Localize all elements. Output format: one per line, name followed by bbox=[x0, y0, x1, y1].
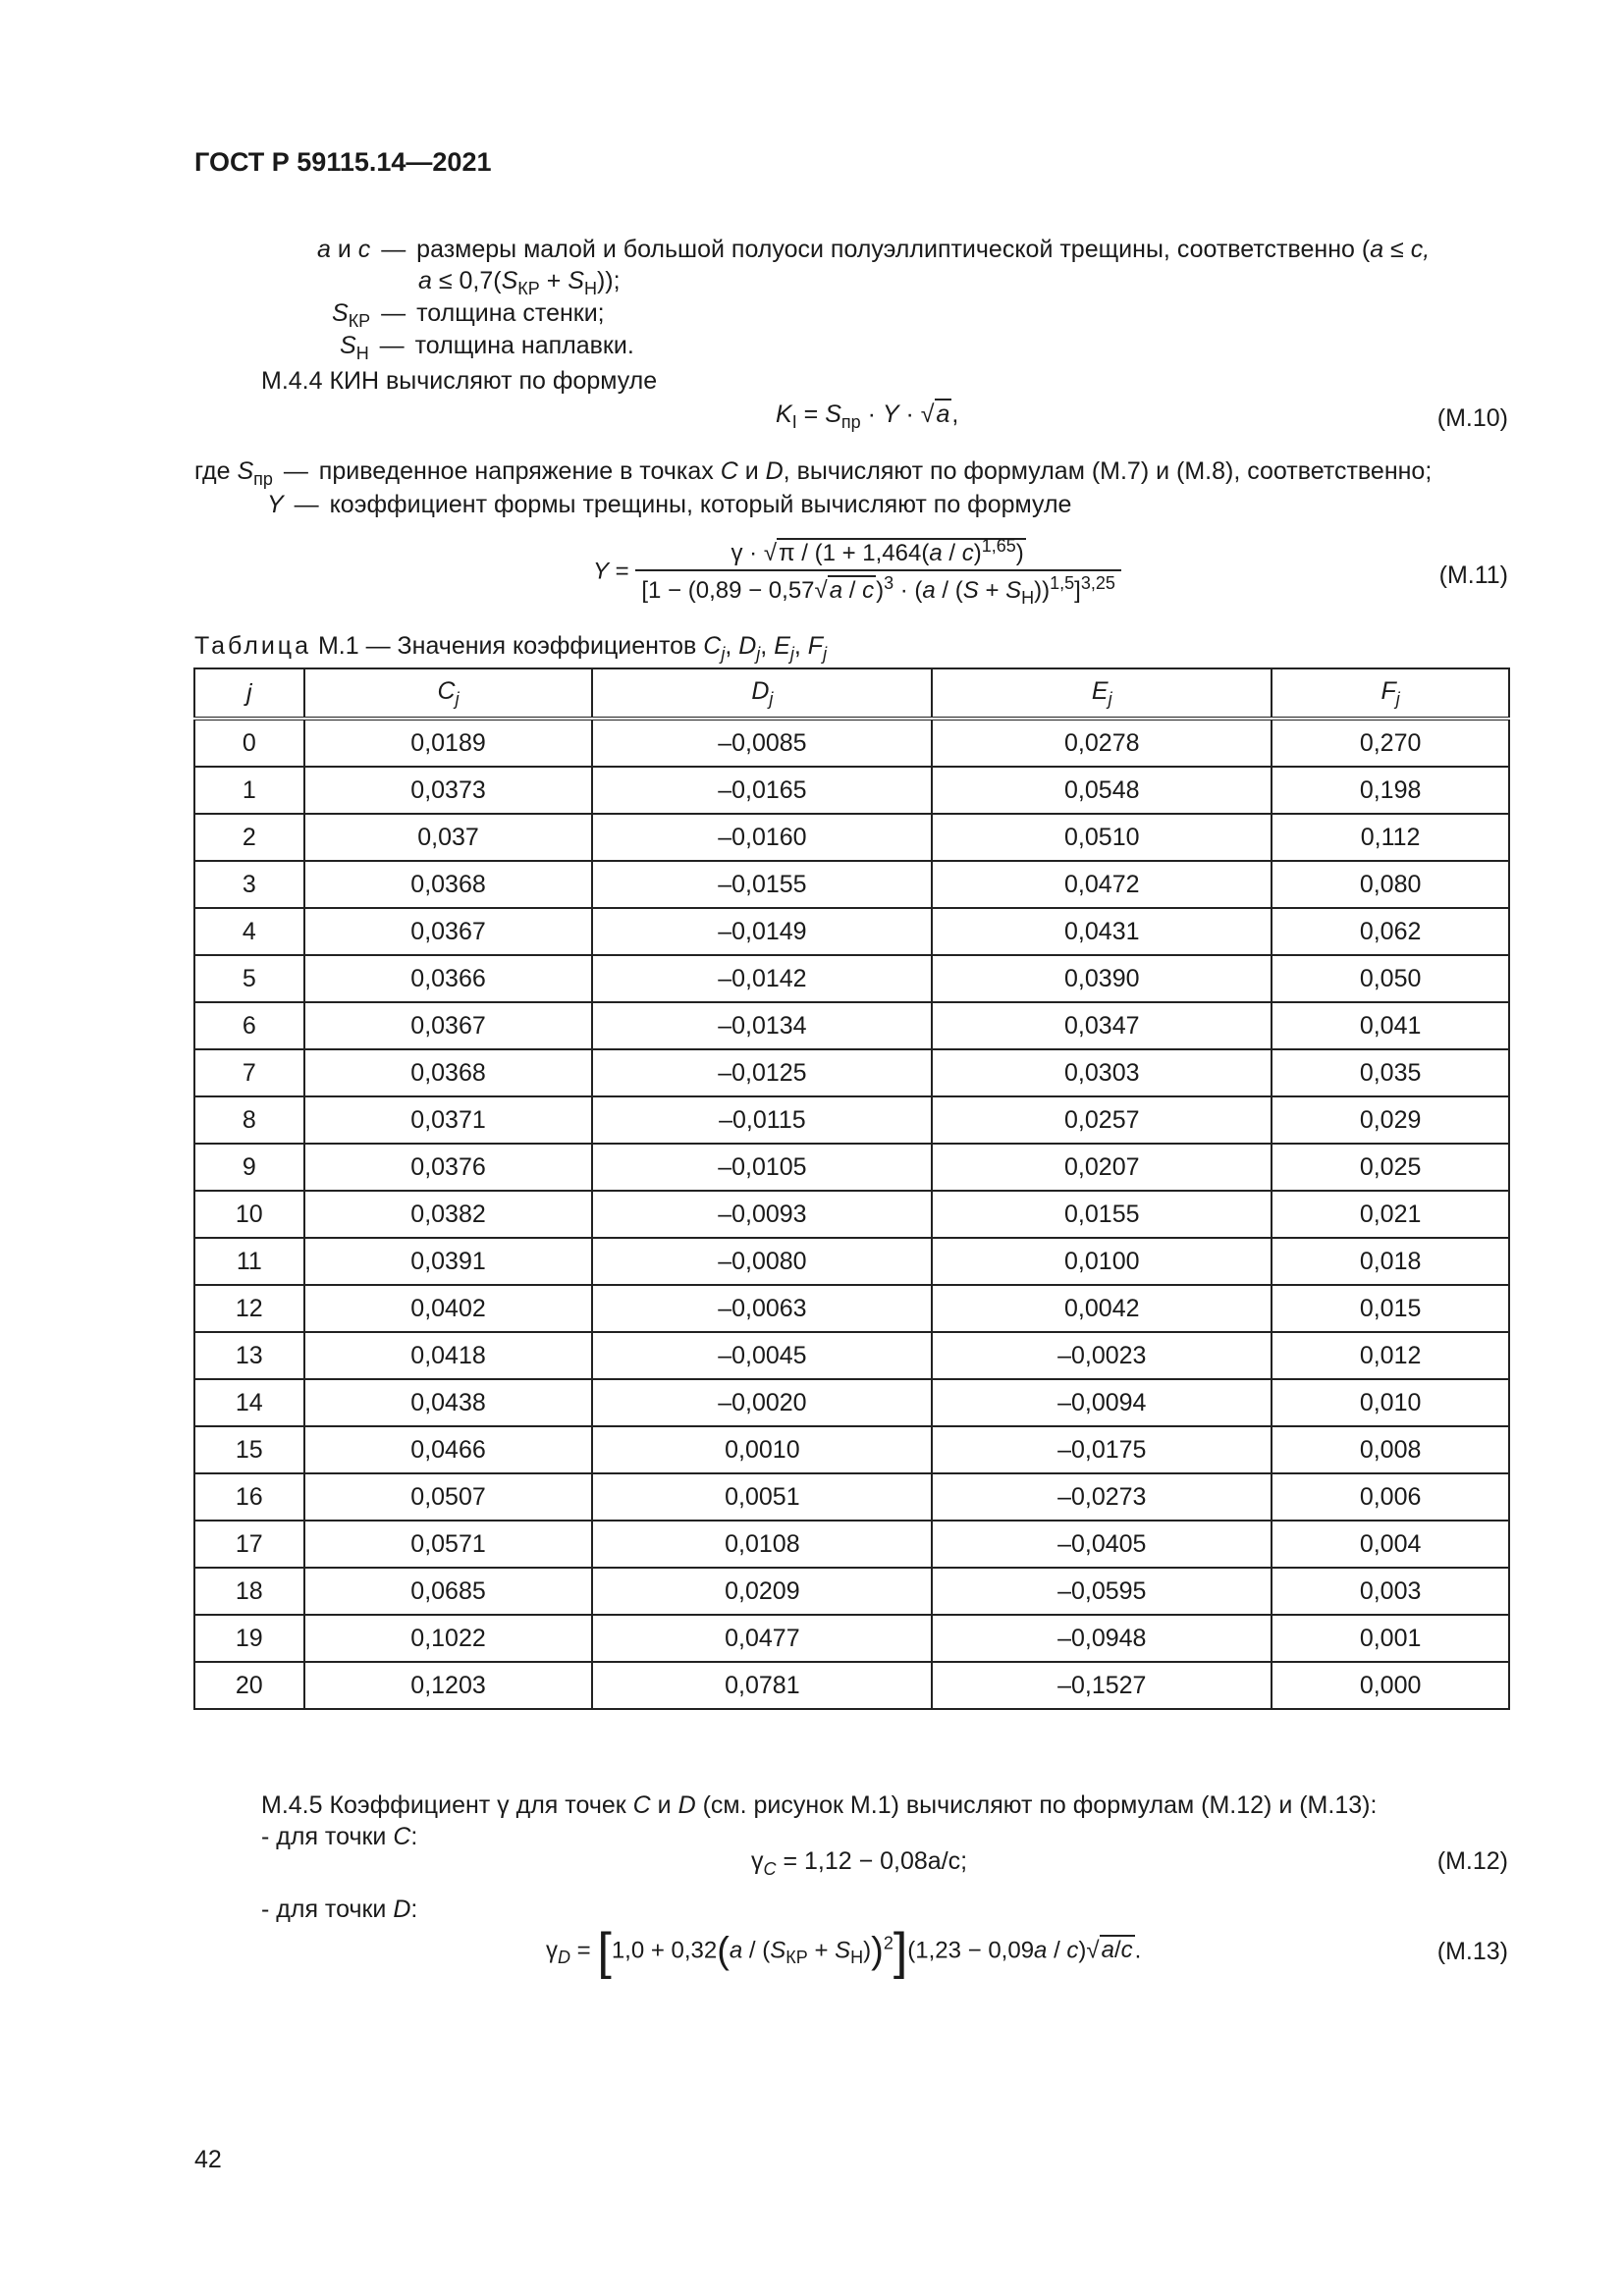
skp-sub: КР bbox=[348, 311, 371, 331]
table-cell: –0,0273 bbox=[932, 1473, 1272, 1521]
def-y: Y — коэффициент формы трещины, который вычисляют по формуле bbox=[267, 491, 1072, 518]
table-cell: 0,0042 bbox=[932, 1285, 1272, 1332]
table-cell: 0,0548 bbox=[932, 767, 1272, 814]
table-row bbox=[194, 1096, 1509, 1144]
table-row bbox=[194, 908, 1509, 955]
table-row bbox=[194, 1568, 1509, 1615]
header-d bbox=[592, 668, 932, 719]
table-cell: –0,0020 bbox=[592, 1379, 932, 1426]
table-cell: 0,0010 bbox=[592, 1426, 932, 1473]
table-cell: –0,0023 bbox=[932, 1332, 1272, 1379]
skp-text: толщина стенки; bbox=[416, 299, 605, 327]
table-cell: 0,0367 bbox=[304, 1002, 593, 1049]
table-cell: 0,0477 bbox=[592, 1615, 932, 1662]
term-a: a bbox=[317, 236, 331, 263]
m45-text-a: М.4.5 Коэффициент γ для точек bbox=[261, 1791, 633, 1819]
table-cell: 20 bbox=[194, 1662, 304, 1709]
cond2-rest: ≤ 0,7( bbox=[431, 267, 502, 294]
table-cell: 0 bbox=[194, 719, 304, 767]
table-cell: 0,0431 bbox=[932, 908, 1272, 955]
def-skp: $S_{КР}$ — толщина стенки; bbox=[332, 299, 605, 331]
m44-text: М.4.4 КИН вычисляют по формуле bbox=[261, 367, 658, 395]
table-cell: 0,0278 bbox=[932, 719, 1272, 767]
table-row bbox=[194, 767, 1509, 814]
table-cell: 0,0376 bbox=[304, 1144, 593, 1191]
cond2-plus: + bbox=[539, 267, 568, 294]
table-cell: 9 bbox=[194, 1144, 304, 1191]
header-f-label: F bbox=[1380, 676, 1396, 705]
table-cell: 0,1022 bbox=[304, 1615, 593, 1662]
table-cell: 18 bbox=[194, 1568, 304, 1615]
header-e-label: E bbox=[1091, 676, 1109, 705]
table-cell: 0,008 bbox=[1272, 1426, 1509, 1473]
table-cell: 0,0391 bbox=[304, 1238, 593, 1285]
table-cell: 0,0371 bbox=[304, 1096, 593, 1144]
table-cell: –0,0149 bbox=[592, 908, 932, 955]
table-cell: 5 bbox=[194, 955, 304, 1002]
table-row bbox=[194, 1332, 1509, 1379]
table-cell: 0,004 bbox=[1272, 1521, 1509, 1568]
table-row bbox=[194, 1473, 1509, 1521]
table-row bbox=[194, 1002, 1509, 1049]
table-row bbox=[194, 1379, 1509, 1426]
table-cell: 17 bbox=[194, 1521, 304, 1568]
table-cell: –0,0595 bbox=[932, 1568, 1272, 1615]
table-cell: 3 bbox=[194, 861, 304, 908]
eq-m12-rest: = 1,12 − 0,08a/c; bbox=[776, 1847, 968, 1875]
table-cell: 16 bbox=[194, 1473, 304, 1521]
m45-text-b: (см. рисунок М.1) вычисляют по формулам (М.12) и (М.13): bbox=[695, 1791, 1378, 1819]
table-row bbox=[194, 1521, 1509, 1568]
m45-d: D bbox=[677, 1791, 696, 1819]
point-c-label bbox=[261, 1823, 417, 1851]
table-cell: 8 bbox=[194, 1096, 304, 1144]
table-cell: 0,0466 bbox=[304, 1426, 593, 1473]
table-cell: –0,0405 bbox=[932, 1521, 1272, 1568]
table-cell: 7 bbox=[194, 1049, 304, 1096]
header-d-sub: j bbox=[769, 688, 774, 709]
cond2-skp-sub: КР bbox=[517, 279, 540, 298]
spr-d: D bbox=[765, 457, 784, 485]
sh-symbol: S bbox=[340, 332, 356, 359]
eq-number-m13: (М.13) bbox=[1436, 1938, 1508, 1965]
table-cell: 11 bbox=[194, 1238, 304, 1285]
table-cell: 0,0155 bbox=[932, 1191, 1272, 1238]
m45-c: C bbox=[632, 1791, 651, 1819]
page-number: 42 bbox=[194, 2146, 222, 2173]
caption-label: Таблица bbox=[194, 632, 312, 660]
table-cell: 0,0418 bbox=[304, 1332, 593, 1379]
table-cell: 14 bbox=[194, 1379, 304, 1426]
table-cell: 0,0510 bbox=[932, 814, 1272, 861]
table-cell: 2 bbox=[194, 814, 304, 861]
y-symbol: Y bbox=[267, 491, 284, 518]
eq-number-m12: (М.12) bbox=[1436, 1847, 1508, 1875]
table-cell: 0,0303 bbox=[932, 1049, 1272, 1096]
table-row bbox=[194, 955, 1509, 1002]
header-c bbox=[304, 668, 593, 719]
m45-text bbox=[261, 1791, 1377, 1820]
spr-and: и bbox=[737, 457, 766, 485]
table-cell: 1 bbox=[194, 767, 304, 814]
table-cell: 0,0685 bbox=[304, 1568, 593, 1615]
coefficients-table bbox=[193, 667, 1510, 1710]
table-cell: 0,0108 bbox=[592, 1521, 932, 1568]
table-cell: 0,0373 bbox=[304, 767, 593, 814]
table-cell: –0,0948 bbox=[932, 1615, 1272, 1662]
skp-symbol: S bbox=[332, 299, 349, 327]
table-cell: 12 bbox=[194, 1285, 304, 1332]
table-cell: 0,0100 bbox=[932, 1238, 1272, 1285]
point-d-letter: D bbox=[393, 1896, 411, 1923]
table-cell: 4 bbox=[194, 908, 304, 955]
table-cell: 0,270 bbox=[1272, 719, 1509, 767]
table-cell: 0,000 bbox=[1272, 1662, 1509, 1709]
equation-m13: $\gamma_D = [1,0 + 0,32(a / (S_{КР} + S_Н))^2](1,23 - 0,09a / c)√a/c$. bbox=[546, 1923, 1142, 1980]
table-cell: 0,0472 bbox=[932, 861, 1272, 908]
table-cell: –0,1527 bbox=[932, 1662, 1272, 1709]
header-f bbox=[1272, 668, 1509, 719]
table-cell: 0,021 bbox=[1272, 1191, 1509, 1238]
table-cell: 0,112 bbox=[1272, 814, 1509, 861]
table-cell: 0,0507 bbox=[304, 1473, 593, 1521]
table-cell: 0,1203 bbox=[304, 1662, 593, 1709]
point-d-label bbox=[261, 1896, 417, 1924]
table-cell: 0,001 bbox=[1272, 1615, 1509, 1662]
point-c-colon: : bbox=[410, 1823, 418, 1850]
table-cell: 6 bbox=[194, 1002, 304, 1049]
eq-number-m11: (М.11) bbox=[1438, 561, 1508, 589]
eq-m12-gamma: γ bbox=[751, 1847, 764, 1875]
point-c-text: - для точки bbox=[261, 1823, 394, 1850]
cond2-sh: S bbox=[568, 267, 584, 294]
table-cell: 0,029 bbox=[1272, 1096, 1509, 1144]
table-cell: 0,025 bbox=[1272, 1144, 1509, 1191]
point-c-letter: C bbox=[393, 1823, 411, 1850]
table-cell: 15 bbox=[194, 1426, 304, 1473]
table-cell: 0,0781 bbox=[592, 1662, 932, 1709]
table-cell: 0,0366 bbox=[304, 955, 593, 1002]
table-cell: 0,198 bbox=[1272, 767, 1509, 814]
m45-and: и bbox=[650, 1791, 678, 1819]
table-row bbox=[194, 719, 1509, 767]
table-cell: 0,006 bbox=[1272, 1473, 1509, 1521]
cond2-sh-sub: Н bbox=[583, 279, 597, 298]
table-cell: –0,0155 bbox=[592, 861, 932, 908]
header-e bbox=[932, 668, 1272, 719]
table-cell: 0,0189 bbox=[304, 719, 593, 767]
table-caption: Таблица М.1 — Значения коэффициентов $C_j$, $D_j$, $E_j$, $F_j$ bbox=[194, 632, 828, 664]
cond2-skp: S bbox=[501, 267, 518, 294]
header-c-sub: j bbox=[455, 688, 460, 709]
table-row bbox=[194, 1426, 1509, 1473]
table-cell: 19 bbox=[194, 1615, 304, 1662]
header-f-sub: j bbox=[1395, 688, 1400, 709]
table-cell: 0,010 bbox=[1272, 1379, 1509, 1426]
eq-m12-sub: C bbox=[763, 1859, 777, 1879]
spr-text-b: , вычисляют по формулам (М.7) и (М.8), соответственно; bbox=[783, 457, 1433, 485]
table-row bbox=[194, 1191, 1509, 1238]
table-cell: 0,0571 bbox=[304, 1521, 593, 1568]
table-cell: 0,0382 bbox=[304, 1191, 593, 1238]
table-cell: –0,0045 bbox=[592, 1332, 932, 1379]
table-cell: 0,003 bbox=[1272, 1568, 1509, 1615]
table-cell: –0,0134 bbox=[592, 1002, 932, 1049]
table-cell: 0,0368 bbox=[304, 861, 593, 908]
sh-text: толщина наплавки. bbox=[414, 332, 634, 359]
table-row bbox=[194, 1615, 1509, 1662]
table-header-row bbox=[194, 668, 1509, 719]
header-e-sub: j bbox=[1108, 688, 1112, 709]
table-cell: –0,0175 bbox=[932, 1426, 1272, 1473]
cond2-close: )); bbox=[596, 267, 621, 294]
table-cell: –0,0142 bbox=[592, 955, 932, 1002]
table-cell: 0,050 bbox=[1272, 955, 1509, 1002]
term-c: c bbox=[357, 236, 371, 263]
table-cell: –0,0105 bbox=[592, 1144, 932, 1191]
where-word: где bbox=[194, 457, 238, 485]
table-row bbox=[194, 1144, 1509, 1191]
eq-number-m10: (М.10) bbox=[1436, 404, 1508, 432]
table-row bbox=[194, 1049, 1509, 1096]
table-cell: –0,0165 bbox=[592, 767, 932, 814]
table-row bbox=[194, 861, 1509, 908]
spr-c: C bbox=[720, 457, 738, 485]
table-row bbox=[194, 1238, 1509, 1285]
equation-m11: Y = $\frac{\gamma \cdot √\pi / (1 + 1,464(a / c)^{1,65})}{[1 - (0,89 - 0,57√a / c)^3 \cdot (a / (S + S_Н))^{1,5}]^{3,25}}$ bbox=[593, 536, 1121, 609]
table-cell: 0,035 bbox=[1272, 1049, 1509, 1096]
table-cell: –0,0160 bbox=[592, 814, 932, 861]
table-cell: 0,0390 bbox=[932, 955, 1272, 1002]
table-cell: –0,0125 bbox=[592, 1049, 932, 1096]
table-cell: 0,0438 bbox=[304, 1379, 593, 1426]
term-and: и bbox=[330, 236, 358, 263]
equation-m12 bbox=[751, 1847, 967, 1880]
table-cell: 0,015 bbox=[1272, 1285, 1509, 1332]
sh-sub: Н bbox=[355, 344, 369, 363]
table-cell: 13 bbox=[194, 1332, 304, 1379]
table-row bbox=[194, 1285, 1509, 1332]
table-cell: 0,0051 bbox=[592, 1473, 932, 1521]
table-cell: 0,080 bbox=[1272, 861, 1509, 908]
def-ac-cont bbox=[418, 267, 621, 299]
table-cell: 10 bbox=[194, 1191, 304, 1238]
y-text: коэффициент формы трещины, который вычисляют по формуле bbox=[329, 491, 1072, 518]
def-sh: $S_Н$ — толщина наплавки. bbox=[340, 332, 634, 363]
table-cell: –0,0063 bbox=[592, 1285, 932, 1332]
spr-sub: пр bbox=[253, 469, 273, 489]
table-cell: –0,0093 bbox=[592, 1191, 932, 1238]
def-spr: где $S_{пр}$ — приведенное напряжение в точках C и D, вычисляют по формулам (М.7) и (М.8), соответственно; bbox=[194, 457, 1433, 489]
table-cell: 0,0367 bbox=[304, 908, 593, 955]
point-d-text: - для точки bbox=[261, 1896, 394, 1923]
point-d-colon: : bbox=[410, 1896, 418, 1923]
table-cell: 0,0368 bbox=[304, 1049, 593, 1096]
table-cell: 0,041 bbox=[1272, 1002, 1509, 1049]
header-d-label: D bbox=[751, 676, 770, 705]
def-ac-text: размеры малой и большой полуоси полуэллиптической трещины, соответственно ( bbox=[416, 236, 1371, 263]
table-cell: –0,0080 bbox=[592, 1238, 932, 1285]
spr-text-a: приведенное напряжение в точках bbox=[318, 457, 721, 485]
document-header: ГОСТ Р 59115.14—2021 bbox=[194, 147, 492, 177]
table-cell: 0,062 bbox=[1272, 908, 1509, 955]
table-cell: –0,0085 bbox=[592, 719, 932, 767]
table-row bbox=[194, 814, 1509, 861]
def-ac-cond1: a ≤ c, bbox=[1370, 236, 1431, 263]
table-cell: 0,018 bbox=[1272, 1238, 1509, 1285]
table-cell: 0,012 bbox=[1272, 1332, 1509, 1379]
table-cell: 0,0207 bbox=[932, 1144, 1272, 1191]
table-cell: 0,037 bbox=[304, 814, 593, 861]
equation-m10: $K_I = S_{пр} \cdot Y \cdot √a$, bbox=[776, 400, 959, 432]
table-cell: 0,0209 bbox=[592, 1568, 932, 1615]
cond2-a: a bbox=[418, 267, 432, 294]
table-cell: –0,0115 bbox=[592, 1096, 932, 1144]
table-row bbox=[194, 1662, 1509, 1709]
header-j: j bbox=[194, 668, 304, 719]
def-ac: a и c — размеры малой и большой полуоси полуэллиптической трещины, соответственно (a ≤ c, bbox=[317, 236, 1431, 263]
caption-text: М.1 — Значения коэффициентов bbox=[311, 632, 704, 660]
header-c-label: C bbox=[437, 676, 456, 705]
table-cell: 0,0257 bbox=[932, 1096, 1272, 1144]
table-cell: 0,0347 bbox=[932, 1002, 1272, 1049]
table-cell: 0,0402 bbox=[304, 1285, 593, 1332]
table-cell: –0,0094 bbox=[932, 1379, 1272, 1426]
